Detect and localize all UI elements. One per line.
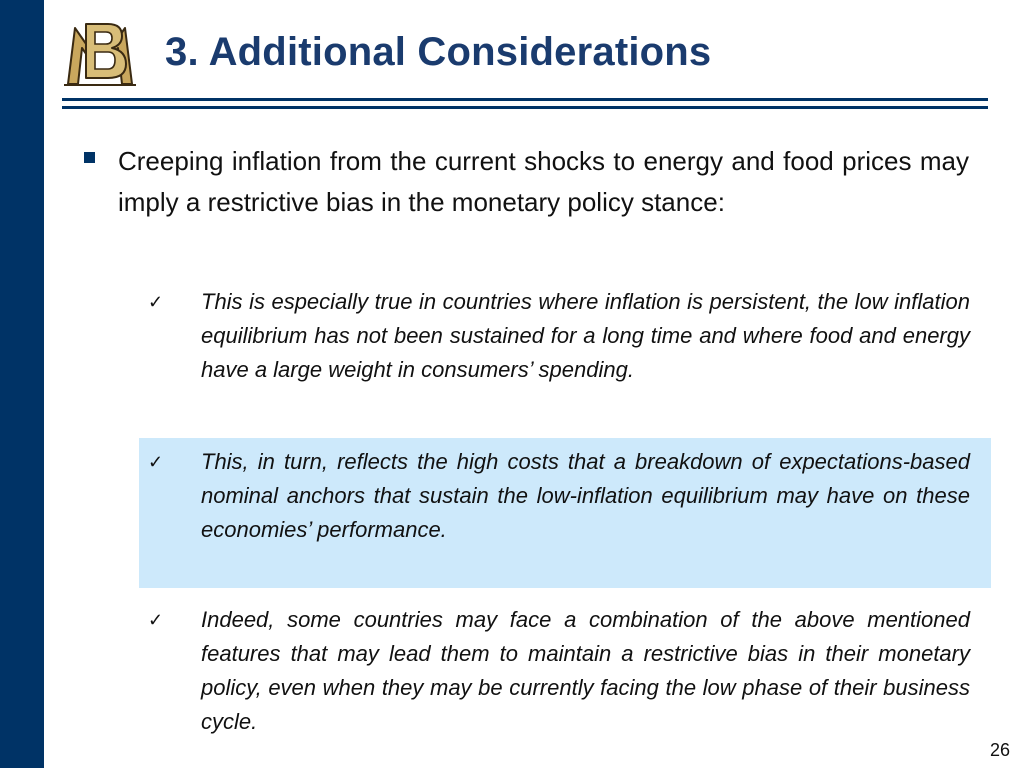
- sub-bullet: [148, 603, 970, 739]
- check-icon: ✓: [148, 452, 164, 472]
- sub-bullet-text: Indeed, some countries may face a combination of the above mentioned features that may lead them to maintain a restrictive bias in their monetary policy, even when they may be currently facing the low phase of their business cycle.: [201, 607, 970, 734]
- bm-monogram-logo-icon: [62, 18, 138, 90]
- sub-bullet-highlighted: [148, 445, 970, 547]
- sub-bullet-text: This is especially true in countries where inflation is persistent, the low inflation equilibrium has not been sustained for a long time and where food and energy have a large weight in consumers’ spending.: [201, 289, 970, 382]
- sub-bullet-text: This, in turn, reflects the high costs that a breakdown of expectations-based nominal anchors that sustain the low-inflation equilibrium may have on these economies’ performance.: [201, 449, 970, 542]
- check-icon: ✓: [148, 292, 164, 312]
- title-rule-top: [62, 98, 988, 101]
- left-accent-band: [0, 0, 44, 768]
- check-icon: ✓: [148, 610, 164, 630]
- sub-bullet: [148, 285, 970, 387]
- square-bullet-icon: [84, 152, 95, 163]
- slide-title: 3. Additional Considerations: [165, 30, 712, 74]
- page-number: 26: [989, 740, 1010, 760]
- main-bullet-text: Creeping inflation from the current shocks to energy and food prices may imply a restrictive bias in the monetary policy stance:: [118, 146, 969, 217]
- title-rule-bottom: [62, 106, 988, 109]
